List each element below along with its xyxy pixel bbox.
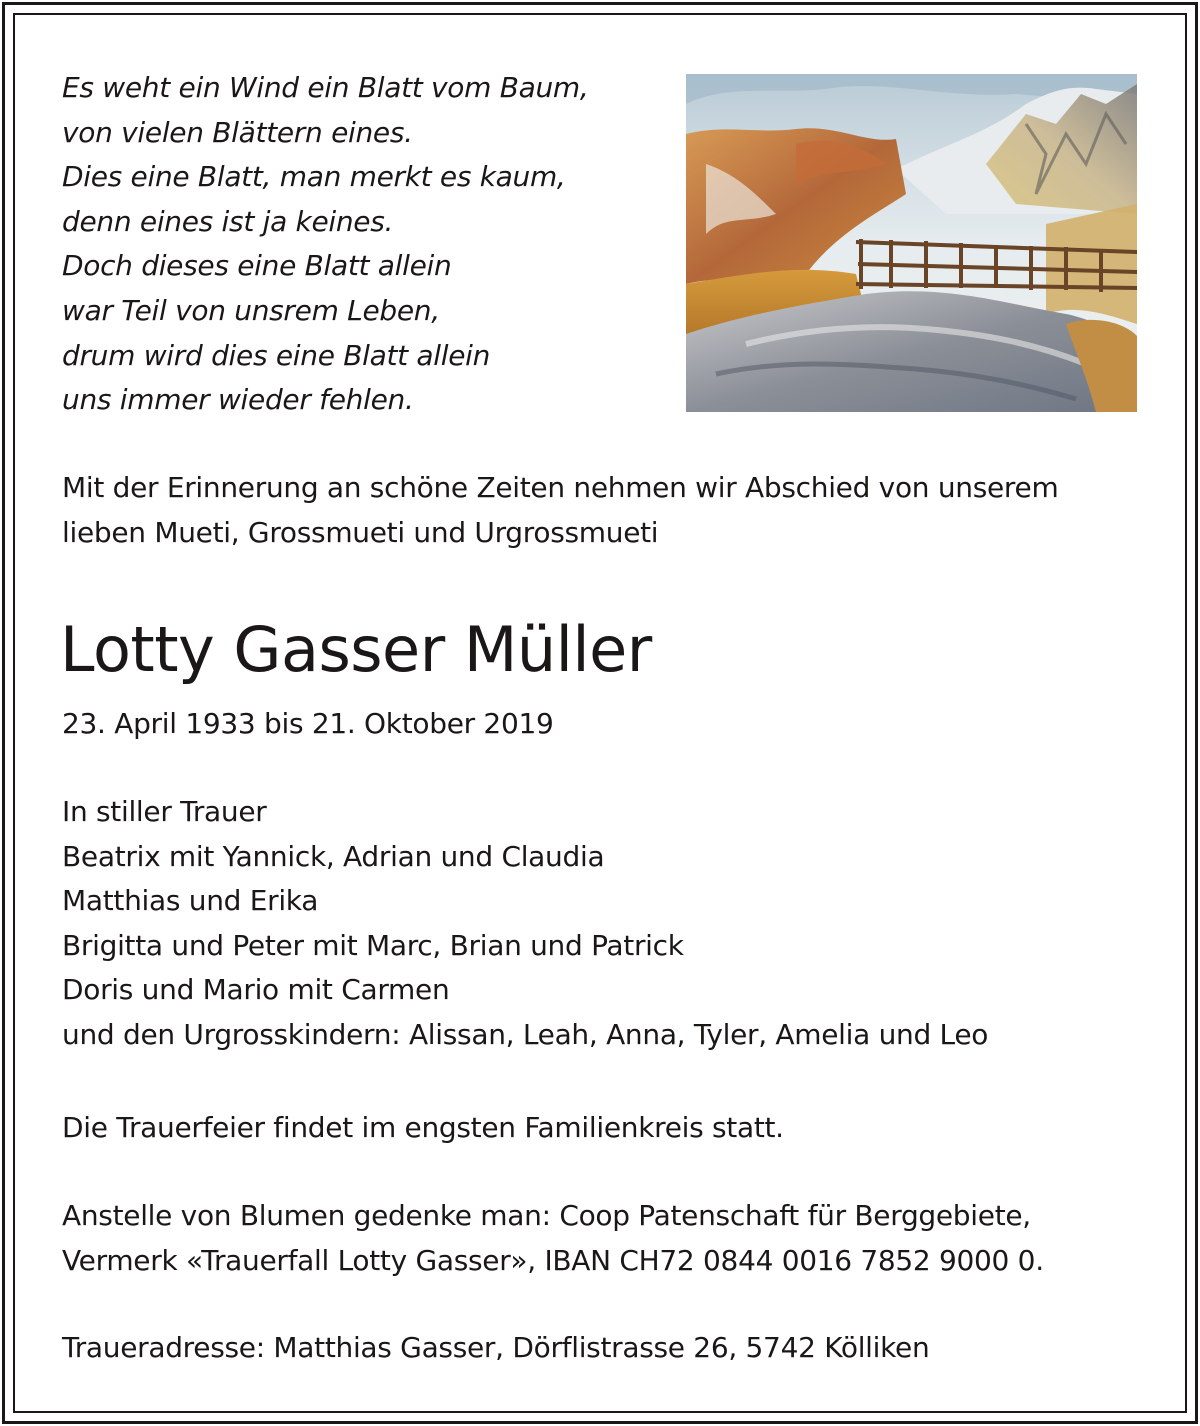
- donation-line: Anstelle von Blumen gedenke man: Coop Patenschaft für Berggebiete,: [62, 1199, 1031, 1232]
- poem-line: drum wird dies eine Blatt allein: [62, 338, 491, 372]
- mourner-line: Doris und Mario mit Carmen: [62, 973, 450, 1007]
- poem-line: war Teil von unsrem Leben,: [62, 293, 440, 327]
- donation-line: Vermerk «Trauerfall Lotty Gasser», IBAN CH72 0844 0016 7852 9000 0.: [62, 1243, 1044, 1277]
- mourning-address: Traueradresse: Matthias Gasser, Dörflistrasse 26, 5742 Kölliken: [62, 1331, 930, 1364]
- donation-notice: [62, 1194, 1044, 1283]
- poem-line: Doch dieses eine Blatt allein: [62, 249, 452, 283]
- poem-line: Dies eine Blatt, man merkt es kaum,: [62, 160, 566, 194]
- intro-text: Mit der Erinnerung an schöne Zeiten nehmen wir Abschied von unserem lieben Mueti, Grossmueti und Urgrossmueti: [62, 471, 1059, 549]
- mourner-line: Beatrix mit Yannick, Adrian und Claudia: [62, 839, 605, 873]
- poem-line: Es weht ein Wind ein Blatt vom Baum,: [62, 71, 589, 104]
- mourner-line: Matthias und Erika: [62, 884, 319, 918]
- poem-line: uns immer wieder fehlen.: [62, 383, 414, 417]
- poem-line: von vielen Blättern eines.: [62, 115, 413, 149]
- mourner-line: Brigitta und Peter mit Marc, Brian und Patrick: [62, 928, 684, 962]
- mourners-list: [62, 790, 988, 1058]
- deceased-name: Lotty Gasser Müller: [60, 613, 652, 686]
- watercolor-painting: [686, 74, 1137, 412]
- life-dates: 23. April 1933 bis 21. Oktober 2019: [62, 707, 554, 740]
- poem-line: denn eines ist ja keines.: [62, 204, 394, 238]
- ceremony-notice: Die Trauerfeier findet im engsten Familienkreis statt.: [62, 1111, 784, 1144]
- mourner-line: und den Urgrosskindern: Alissan, Leah, Anna, Tyler, Amelia und Leo: [62, 1017, 989, 1051]
- mourner-line: In stiller Trauer: [62, 795, 267, 828]
- poem: [62, 66, 662, 423]
